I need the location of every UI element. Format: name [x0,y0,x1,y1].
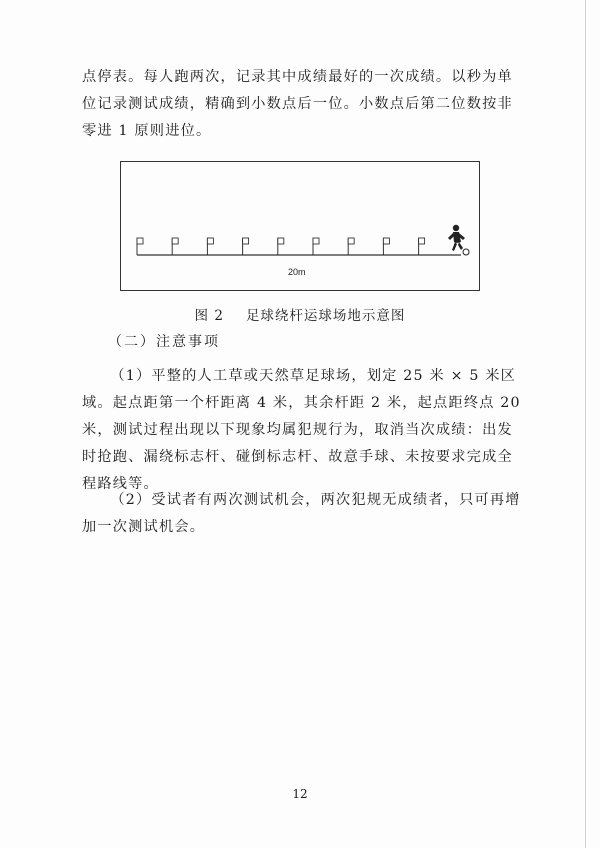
field-diagram-svg [121,162,481,292]
distance-label: 20m [288,267,306,277]
pole-flag-icon [172,238,178,255]
pole-flag-icon [383,238,389,255]
pole-flag-icon [348,238,354,255]
paragraph-notes-1: （1）平整的人工草或天然草足球场，划定 25 米 × 5 米区域。起点距第一个杆距离 4 米，其余杆距 2 米，起点距终点 20 米，测试过程出现以下现象均属犯规行为，取消当次成绩：出发时抢跑、漏绕标志杆、碰倒标志杆、故意手球、未按要求完成全程路线等。 [82,368,521,492]
pole-flags [137,238,425,255]
page-number: 12 [292,787,308,801]
soccer-player-icon [448,225,469,255]
pole-flag-icon [207,238,213,255]
pole-flag-icon [313,238,319,255]
field-diagram [120,161,480,291]
paragraph-scoring: 点停表。每人跑两次，记录其中成绩最好的一次成绩。以秒为单位记录测试成绩，精确到小数点后一位。小数点后第二位数按非零进 1 原则进位。 [82,69,513,139]
pole-flag-icon [137,238,143,255]
pole-flag-icon [278,238,284,255]
figure-caption [0,304,600,324]
section-heading: （二）注意事项 [108,334,220,350]
paragraph-notes-2: （2）受试者有两次测试机会，两次犯规无成绩者，只可再增加一次测试机会。 [82,492,521,535]
page-edge-line [585,0,586,848]
pole-flag-icon [243,238,249,255]
figure-title: 足球绕杆运球场地示意图 [245,308,406,324]
pole-flag-icon [419,238,425,255]
figure-number: 图 2 [194,308,224,324]
